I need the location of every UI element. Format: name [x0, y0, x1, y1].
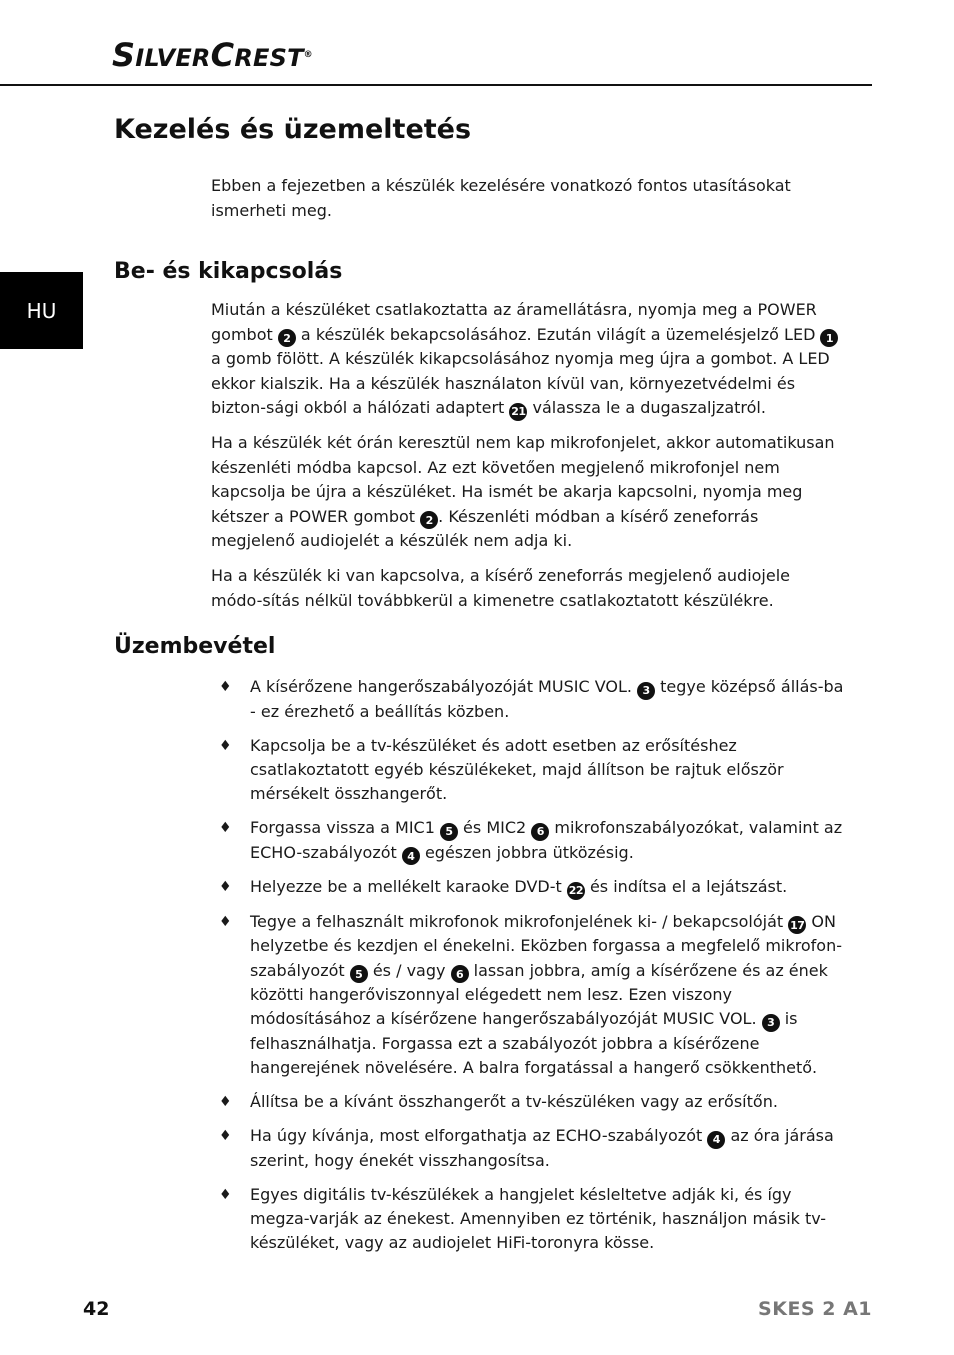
list-item: [211, 734, 851, 807]
bullet-diamond-icon: ♦: [219, 1128, 232, 1145]
text-run: az óra járása szerint, hogy énekét visszhangosítsa.: [250, 1126, 834, 1170]
text-run: ON helyzetbe és kezdjen el énekelni. Eközben forgassa a megfelelő mikrofon-szabályozót: [250, 911, 842, 980]
page-title: Kezelés és üzemeltetés: [114, 114, 472, 145]
ref-number-badge: 4: [402, 847, 420, 865]
power-paragraph-3: Ha a készülék ki van kapcsolva, a kísérő zeneforrás megjelenő audiojele módo-sítás nélkül továbbkerül a kimenetre csatlakoztatott készülékre.: [211, 566, 790, 610]
brand-logo: [112, 36, 313, 74]
intro-paragraph: Ebben a fejezetben a készülék kezelésére vonatkozó fontos utasításokat ismerheti meg.: [211, 176, 791, 220]
ref-number-badge: 6: [451, 965, 469, 983]
text-run: Ha a készülék két órán keresztül nem kap mikrofonjelet, akkor automatikusan készenléti módba kapcsol. Az ezt követően megjelenő mikrofonjel nem kapcsolja be újra a készüléket. Ha ismét be akarja kapcsolni, nyomja meg kétszer a POWER gombot: [211, 433, 835, 526]
bullet-diamond-icon: ♦: [219, 737, 232, 754]
brand-reg: ®: [303, 50, 313, 60]
ref-number-badge: 2: [278, 329, 296, 347]
text-run: Miután a készüléket csatlakoztatta az áramellátásra, nyomja meg a POWER gombot: [211, 300, 817, 344]
power-paragraph-1: [211, 298, 841, 421]
text-run: Helyezze be a mellékelt karaoke DVD-t: [250, 877, 567, 897]
text-run: tegye középső állás-ba - ez érezhető a beállítás közben.: [250, 677, 844, 721]
text-run: válassza le a dugaszaljzatról.: [527, 398, 766, 417]
power-paragraph-2: [211, 431, 841, 554]
ref-number-badge: 21: [509, 403, 527, 421]
brand-s: S: [112, 36, 136, 74]
page-number: 42: [83, 1298, 110, 1320]
text-run: Egyes digitális tv-készülékek a hangjelet késleltetve adják ki, és így megza-varják az énekest. Amennyiben ez történik, használjon másik tv-készüléket, vagy az audiojelet HiFi-toronyra kösse.: [250, 1185, 827, 1253]
list-item: [211, 675, 851, 724]
brand-c: C: [210, 36, 235, 74]
text-run: is felhasználhatja. Forgassa ezt a szabályozót jobbra a kísérőzene hangerejének növelésére. A balra forgatással a hangerő csökkenthető.: [250, 1009, 818, 1077]
text-run: a gomb fölött. A készülék kikapcsolásához nyomja meg újra a gombot. A LED ekkor kialszik. Ha a készülék használaton kívül van, környezetvédelmi és bizton-sági okból a hálózati adaptert: [211, 349, 830, 417]
text-run: és MIC2: [457, 818, 532, 838]
ref-number-badge: 1: [820, 329, 838, 347]
ref-number-badge: 4: [707, 1131, 725, 1149]
model-number: SKES 2 A1: [758, 1298, 872, 1320]
brand-rest: REST: [234, 44, 304, 72]
text-run: egészen jobbra ütközésig.: [419, 842, 634, 862]
bullet-diamond-icon: ♦: [219, 1094, 232, 1111]
ref-number-badge: 22: [567, 882, 585, 900]
text-run: lassan jobbra, amíg a kísérőzene és az ének közötti hangerőviszonnyal elégedett nem lesz. Ezen viszony módosításához a kísérőzene hangerőszabályozóját MUSIC VOL.: [250, 960, 828, 1029]
list-item: [211, 875, 851, 900]
ref-number-badge: 5: [440, 823, 458, 841]
list-item: [211, 816, 851, 865]
header-rule: [0, 84, 872, 86]
list-item: [211, 1090, 851, 1114]
ref-number-badge: 5: [350, 965, 368, 983]
language-tab: HU: [0, 272, 83, 349]
list-item: [211, 1124, 851, 1173]
bullet-diamond-icon: ♦: [219, 820, 232, 837]
bullet-diamond-icon: ♦: [219, 679, 232, 695]
ref-number-badge: 2: [420, 511, 438, 529]
text-run: Ha úgy kívánja, most elforgathatja az ECHO-szabályozót: [250, 1126, 708, 1146]
text-run: mikrofonszabályozókat, valamint az ECHO-szabályozót: [250, 818, 843, 862]
section-heading-power: Be- és kikapcsolás: [114, 259, 343, 284]
bullet-diamond-icon: ♦: [219, 879, 232, 896]
setup-bullet-list: [211, 675, 851, 1266]
text-run: Állítsa be a kívánt összhangerőt a tv-készüléken vagy az erősítőn.: [250, 1092, 778, 1112]
ref-number-badge: 3: [637, 682, 655, 700]
bullet-diamond-icon: ♦: [219, 913, 232, 930]
ref-number-badge: 17: [788, 916, 806, 934]
text-run: és indítsa el a lejátszást.: [584, 877, 788, 897]
list-item: [211, 910, 851, 1080]
text-run: és / vagy: [367, 960, 451, 980]
text-run: a készülék bekapcsolásához. Ezután világít a üzemelésjelző LED: [295, 324, 821, 344]
section-heading-setup: Üzembevétel: [114, 634, 276, 659]
text-run: Tegye a felhasznált mikrofonok mikrofonjelének ki- / bekapcsolóját: [250, 911, 789, 931]
brand-ilver: ILVER: [135, 44, 211, 72]
bullet-diamond-icon: ♦: [219, 1187, 232, 1204]
ref-number-badge: 3: [762, 1014, 780, 1032]
text-run: Forgassa vissza a MIC1: [250, 818, 440, 838]
text-run: A kísérőzene hangerőszabályozóját MUSIC VOL.: [250, 677, 638, 696]
list-item: [211, 1183, 851, 1256]
ref-number-badge: 6: [531, 823, 549, 841]
text-run: . Készenléti módban a kísérő zeneforrás megjelenő audiojelét a készülék nem adja ki.: [211, 506, 759, 550]
text-run: Kapcsolja be a tv-készüléket és adott esetben az erősítéshez csatlakoztatott egyéb készülékeket, majd állítson be rajtuk először mérsékelt összhangerőt.: [250, 735, 784, 804]
